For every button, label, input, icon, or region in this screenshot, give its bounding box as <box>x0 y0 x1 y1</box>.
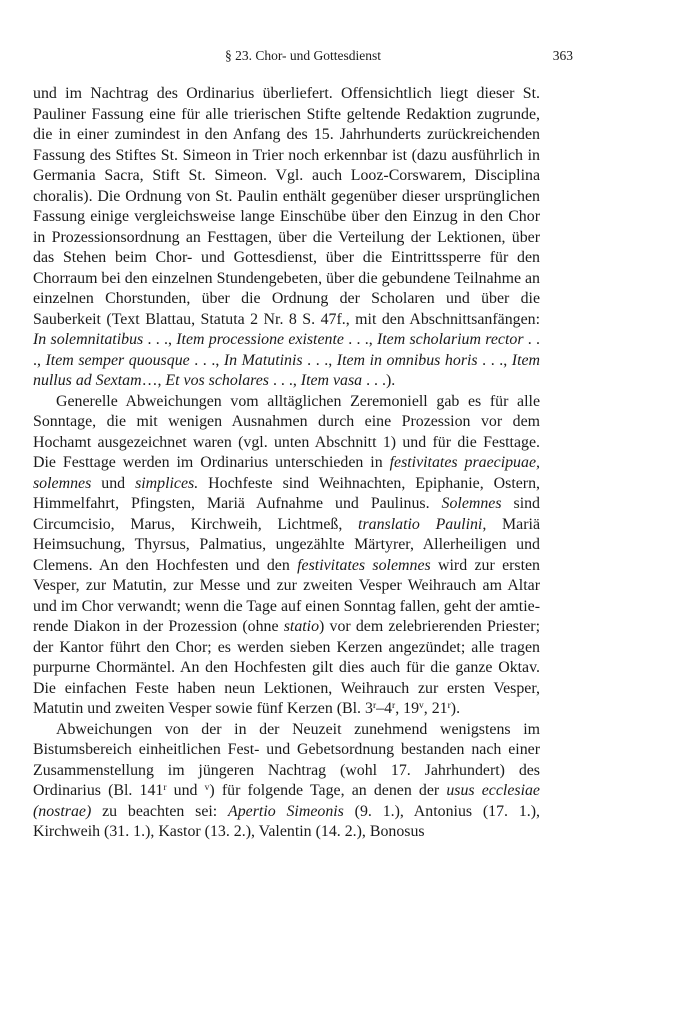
italic-text: Item nullus ad Sextam <box>33 351 541 389</box>
text-run: sind Circumcisio, Marus, Kirchweih, Lichtmeß, <box>33 495 540 533</box>
text-run: , 19 <box>395 700 420 717</box>
italic-text: Apertio Simeonis <box>228 802 344 820</box>
italic-text: translatio Paulini, <box>358 515 487 533</box>
text-run: . . .). <box>362 372 396 389</box>
italic-text: statio <box>283 618 320 635</box>
text-run: ) für folgende Tage, an denen der <box>209 782 447 799</box>
text-run: . . ., <box>269 372 301 389</box>
text-run: ) vor dem zelebrierenden Priester; der Kantor führt den Chor; es werden sieben Kerzen angezündet; alle tragen purpurne Chormäntel. An den Hochfesten gilt dies auch für die ganze Oktav. Die einfachen Feste haben neun Lektionen, Weihrauch zur ersten Vesper, Matutin und zweiten Vesper sowie fünf Kerzen (Bl. 3 <box>33 618 540 717</box>
italic-text: Solemnes <box>441 495 502 512</box>
text-run: Mariä Heimsuchung, Thyrsus, Palmatius, ungezählte Märtyrer, Allerheiligen und Clemens. An den Hochfesten und den <box>33 515 540 574</box>
text-run: wird zur ersten Vesper, zur Matutin, zur Messe und zur zweiten Vesper Weihrauch am Altar und im Chor verwandt; wenn die Tage auf einen Sonntag fallen, geht der amtierende Diakon in der Prozession (ohne <box>33 556 541 635</box>
text-run: und <box>91 474 136 492</box>
italic-text: Item scholarium rector <box>376 331 524 348</box>
text-run: . . ., <box>477 351 512 369</box>
text-run: und im Nachtrag des Ordinarius überliefert. Offensichtlich liegt dieser St. Pauliner Fassung eine für alle trierischen Stifte geltende Redaktion zugrunde, die in einer zumindest in den Anfang des 15. Jahrhunderts zurückreichenden Fassung des Stiftes St. Simeon in Trier noch erkennbar ist (dazu ausführlich in Germania Sacra, Stift St. Simeon. Vgl. auch Looz-Corswarem, Disciplina choralis). Die Ordnung von St. Paulin enthält gegenüber dieser ursprünglichen Fassung einige vergleichsweise lange Einschübe über den Einzug in den Chor in Prozessionsordnung an Festtagen, über die Verteilung der Lektionen, über das Stehen beim Chor- und Gottesdienst, über die Eintrittssperre für den Chorraum bei den einzelnen Stundengebeten, über die gebundene Teilnahme an einzelnen Chorstunden, über die Ordnung der Scholaren und über die Sauberkeit (Text Blattau, Statuta 2 Nr. 8 S. 47f., mit den Abschnittsanfängen: <box>33 85 540 328</box>
italic-text: Item in omnibus horis <box>336 351 478 369</box>
text-run: , 21 <box>423 700 448 717</box>
paragraph <box>33 720 540 843</box>
text-run: Hochfeste sind Weihnachten, Epiphanie, Ostern, Himmelfahrt, Pfingsten, Mariä Aufnahme und Paulinus. <box>33 474 540 512</box>
text-run: Generelle Abweichungen vom alltäglichen Zeremoniell gab es für alle Sonntage, die mit wenigen Ausnahmen durch eine Prozession vor dem Hochamt ausgezeichnet waren (vgl. unten Abschnitt 1) und für die Festtage. Die Festtage werden im Ordinarius unterschieden in <box>33 392 540 471</box>
text-run: –4 <box>376 700 393 717</box>
text-run: . . ., <box>302 351 337 369</box>
running-title: § 23. Chor- und Gottesdienst <box>224 48 382 63</box>
italic-text: In solemnitatibus <box>33 331 144 348</box>
italic-text: simplices. <box>135 474 199 492</box>
page-number: 363 <box>552 48 573 63</box>
italic-text: Item processione existente <box>176 331 344 348</box>
text-run: und <box>166 782 205 799</box>
folio-superscript: r <box>447 701 451 711</box>
italic-text: usus ecclesiae (nostrae) <box>33 782 540 820</box>
italic-text: festivitates praecipuae, solemnes <box>33 454 540 492</box>
body-text <box>33 84 540 843</box>
text-run: (9. 1.), Antonius (17. 1.), Kirchweih (31. 1.), Kastor (13. 2.), Valentin (14. 2.), Bonosus <box>33 802 541 840</box>
text-run: . . ., <box>343 331 377 348</box>
folio-superscript: v <box>419 701 424 711</box>
text-run: zu beachten sei: <box>91 802 229 820</box>
text-run: . . ., <box>143 331 177 348</box>
text-run: . . ., <box>33 331 541 369</box>
italic-text: Item semper quousque <box>45 351 190 369</box>
folio-superscript: v <box>204 783 210 793</box>
text-run: …, <box>141 372 166 389</box>
italic-text: festivitates solemnes <box>297 556 431 574</box>
text-run: Abweichungen von der in der Neuzeit zunehmend wenigstens im Bistumsbereich einheitlichen Fest- und Gebetsordnung bestanden nach einer Zusammenstellung im jüngeren Nachtrag (wohl 17. Jahrhundert) des Ordinarius (Bl. 141 <box>33 720 540 799</box>
folio-superscript: r <box>163 783 167 793</box>
paragraph <box>33 84 540 392</box>
folio-superscript: r <box>372 701 377 711</box>
paragraph <box>33 392 540 720</box>
italic-text: In Matutinis <box>223 351 303 369</box>
folio-superscript: r <box>392 701 396 711</box>
italic-text: Et vos scholares <box>165 372 269 389</box>
text-run: ). <box>450 700 461 717</box>
italic-text: Item vasa <box>300 372 363 389</box>
text-run: . . ., <box>189 351 224 369</box>
